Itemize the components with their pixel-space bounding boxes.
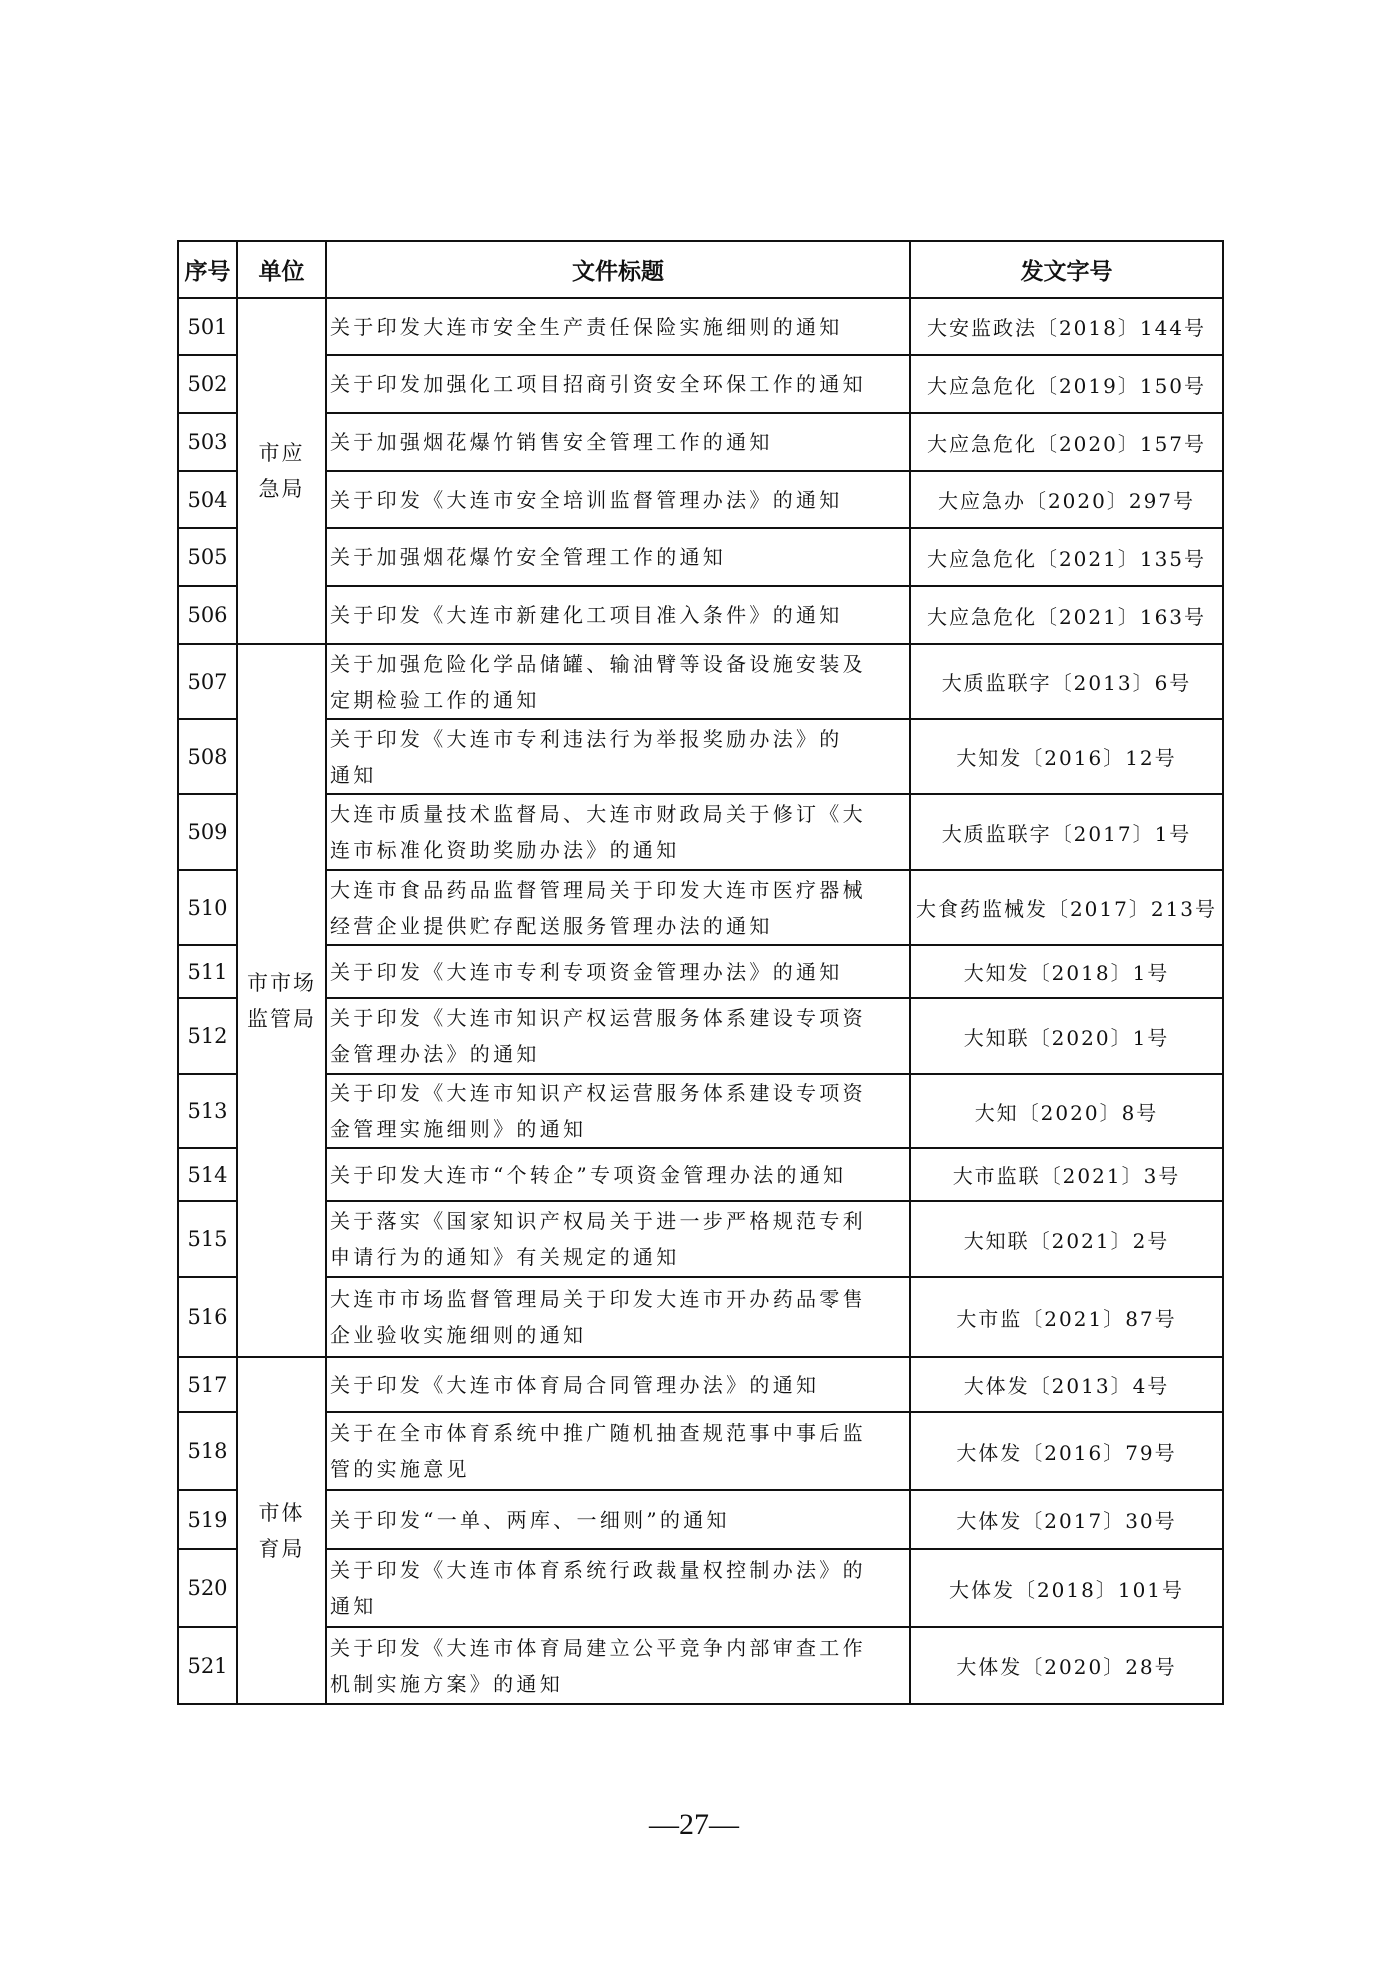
doc-no-cell: 大体发〔2016〕79号 (910, 1412, 1223, 1490)
table-body (178, 298, 1223, 1704)
seq-cell: 510 (178, 870, 237, 945)
table-row (178, 1412, 1223, 1490)
doc-no-cell: 大体发〔2013〕4号 (910, 1357, 1223, 1412)
table-row (178, 1277, 1223, 1357)
title-cell (326, 719, 910, 794)
header-title: 文件标题 (326, 241, 910, 298)
doc-no-cell: 大体发〔2017〕30号 (910, 1490, 1223, 1549)
title-line: 关于印发《大连市专利专项资金管理办法》的通知 (330, 959, 843, 984)
table-row (178, 1357, 1223, 1412)
title-cell (326, 794, 910, 870)
seq-cell: 518 (178, 1412, 237, 1490)
table-row (178, 794, 1223, 870)
table-row (178, 1074, 1223, 1148)
title-line: 管的实施意见 (330, 1457, 470, 1481)
seq-cell: 503 (178, 413, 237, 471)
doc-no-cell: 大应急危化〔2020〕157号 (910, 413, 1223, 471)
seq-cell: 520 (178, 1549, 237, 1627)
title-cell (326, 1627, 910, 1704)
title-line: 关于印发“一单、两库、一细则”的通知 (330, 1507, 730, 1532)
seq-cell: 506 (178, 586, 237, 644)
table-row (178, 355, 1223, 413)
seq-cell: 504 (178, 471, 237, 528)
title-line: 关于印发大连市“个转企”专项资金管理办法的通知 (330, 1162, 847, 1187)
title-line: 定期检验工作的通知 (330, 687, 540, 712)
seq-cell: 505 (178, 528, 237, 586)
seq-cell: 519 (178, 1490, 237, 1549)
doc-no-cell: 大知发〔2016〕12号 (910, 719, 1223, 794)
doc-no-cell: 大知联〔2020〕1号 (910, 998, 1223, 1074)
title-line: 大连市市场监督管理局关于印发大连市开办药品零售 (330, 1287, 866, 1311)
title-cell (326, 1357, 910, 1412)
seq-cell: 512 (178, 998, 237, 1074)
table-row (178, 471, 1223, 528)
title-line: 通知 (330, 762, 377, 787)
title-cell (326, 1201, 910, 1277)
unit-line: 急局 (258, 477, 305, 501)
doc-no-cell: 大应急危化〔2021〕163号 (910, 586, 1223, 644)
doc-no-cell: 大应急办〔2020〕297号 (910, 471, 1223, 528)
seq-cell: 511 (178, 945, 237, 998)
title-line: 关于印发加强化工项目招商引资安全环保工作的通知 (330, 372, 866, 396)
seq-cell: 516 (178, 1277, 237, 1357)
document-list-table (177, 240, 1224, 1705)
title-cell (326, 1490, 910, 1549)
table-row (178, 1148, 1223, 1201)
header-doc-no: 发文字号 (910, 241, 1223, 298)
table-row (178, 1627, 1223, 1704)
title-cell (326, 1412, 910, 1490)
table-header-row (178, 241, 1223, 298)
seq-cell: 513 (178, 1074, 237, 1148)
doc-no-cell: 大市监联〔2021〕3号 (910, 1148, 1223, 1201)
title-line: 关于加强烟花爆竹销售安全管理工作的通知 (330, 430, 773, 454)
title-cell (326, 586, 910, 644)
unit-cell (237, 644, 326, 1357)
title-line: 申请行为的通知》有关规定的通知 (330, 1245, 680, 1269)
title-line: 连市标准化资助奖励办法》的通知 (330, 838, 680, 862)
title-line: 关于落实《国家知识产权局关于进一步严格规范专利 (330, 1209, 866, 1233)
header-unit: 单位 (237, 241, 326, 298)
title-line: 关于印发《大连市体育局合同管理办法》的通知 (330, 1372, 820, 1397)
title-line: 机制实施方案》的通知 (330, 1671, 563, 1696)
title-line: 关于印发《大连市体育局建立公平竞争内部审查工作 (330, 1635, 866, 1660)
title-line: 关于印发《大连市知识产权运营服务体系建设专项资 (330, 1006, 866, 1030)
doc-no-cell: 大安监政法〔2018〕144号 (910, 298, 1223, 355)
doc-no-cell: 大食药监械发〔2017〕213号 (910, 870, 1223, 945)
table-row (178, 870, 1223, 945)
table-row (178, 528, 1223, 586)
title-line: 关于加强烟花爆竹安全管理工作的通知 (330, 545, 727, 569)
title-line: 大连市食品药品监督管理局关于印发大连市医疗器械 (330, 877, 866, 902)
title-line: 关于加强危险化学品储罐、输油臂等设备设施安装及 (330, 651, 866, 676)
title-cell (326, 945, 910, 998)
title-cell (326, 298, 910, 355)
table-row (178, 1201, 1223, 1277)
title-line: 关于在全市体育系统中推广随机抽查规范事中事后监 (330, 1421, 866, 1445)
unit-line: 监管局 (247, 1006, 316, 1031)
table-row (178, 719, 1223, 794)
doc-no-cell: 大市监〔2021〕87号 (910, 1277, 1223, 1357)
title-cell (326, 644, 910, 719)
title-line: 关于印发大连市安全生产责任保险实施细则的通知 (330, 314, 843, 339)
title-line: 大连市质量技术监督局、大连市财政局关于修订《大 (330, 802, 866, 826)
table-row (178, 998, 1223, 1074)
seq-cell: 515 (178, 1201, 237, 1277)
title-line: 关于印发《大连市体育系统行政裁量权控制办法》的 (330, 1558, 866, 1582)
seq-cell: 507 (178, 644, 237, 719)
page-number: —27— (649, 1808, 739, 1841)
title-line: 关于印发《大连市专利违法行为举报奖励办法》的 (330, 726, 843, 751)
seq-cell: 508 (178, 719, 237, 794)
seq-cell: 521 (178, 1627, 237, 1704)
title-line: 金管理实施细则》的通知 (330, 1117, 587, 1141)
table-row (178, 644, 1223, 719)
header-seq: 序号 (178, 241, 237, 298)
table-row (178, 413, 1223, 471)
title-line: 关于印发《大连市新建化工项目准入条件》的通知 (330, 603, 843, 627)
table-row (178, 1490, 1223, 1549)
title-line: 企业验收实施细则的通知 (330, 1323, 587, 1347)
table-row (178, 586, 1223, 644)
title-line: 关于印发《大连市知识产权运营服务体系建设专项资 (330, 1081, 866, 1105)
title-line: 关于印发《大连市安全培训监督管理办法》的通知 (330, 487, 843, 512)
doc-no-cell: 大体发〔2018〕101号 (910, 1549, 1223, 1627)
doc-no-cell: 大知发〔2018〕1号 (910, 945, 1223, 998)
title-line: 经营企业提供贮存配送服务管理办法的通知 (330, 913, 773, 938)
table-row (178, 1549, 1223, 1627)
unit-line: 市应 (258, 441, 305, 465)
title-cell (326, 1549, 910, 1627)
title-line: 金管理办法》的通知 (330, 1042, 540, 1066)
unit-line: 市市场 (247, 970, 316, 995)
doc-no-cell: 大体发〔2020〕28号 (910, 1627, 1223, 1704)
doc-no-cell: 大质监联字〔2013〕6号 (910, 644, 1223, 719)
table-row (178, 945, 1223, 998)
title-cell (326, 998, 910, 1074)
title-line: 通知 (330, 1594, 377, 1618)
unit-line: 育局 (258, 1536, 305, 1561)
doc-no-cell: 大应急危化〔2021〕135号 (910, 528, 1223, 586)
title-cell (326, 471, 910, 528)
unit-cell (237, 1357, 326, 1704)
doc-no-cell: 大应急危化〔2019〕150号 (910, 355, 1223, 413)
seq-cell: 509 (178, 794, 237, 870)
title-cell (326, 1148, 910, 1201)
title-cell (326, 528, 910, 586)
table-row (178, 298, 1223, 355)
title-cell (326, 355, 910, 413)
title-cell (326, 1277, 910, 1357)
doc-no-cell: 大知联〔2021〕2号 (910, 1201, 1223, 1277)
unit-cell (237, 298, 326, 644)
title-cell (326, 1074, 910, 1148)
seq-cell: 517 (178, 1357, 237, 1412)
title-cell (326, 413, 910, 471)
unit-line: 市体 (258, 1500, 305, 1525)
title-cell (326, 870, 910, 945)
doc-no-cell: 大知〔2020〕8号 (910, 1074, 1223, 1148)
seq-cell: 514 (178, 1148, 237, 1201)
seq-cell: 501 (178, 298, 237, 355)
seq-cell: 502 (178, 355, 237, 413)
doc-no-cell: 大质监联字〔2017〕1号 (910, 794, 1223, 870)
